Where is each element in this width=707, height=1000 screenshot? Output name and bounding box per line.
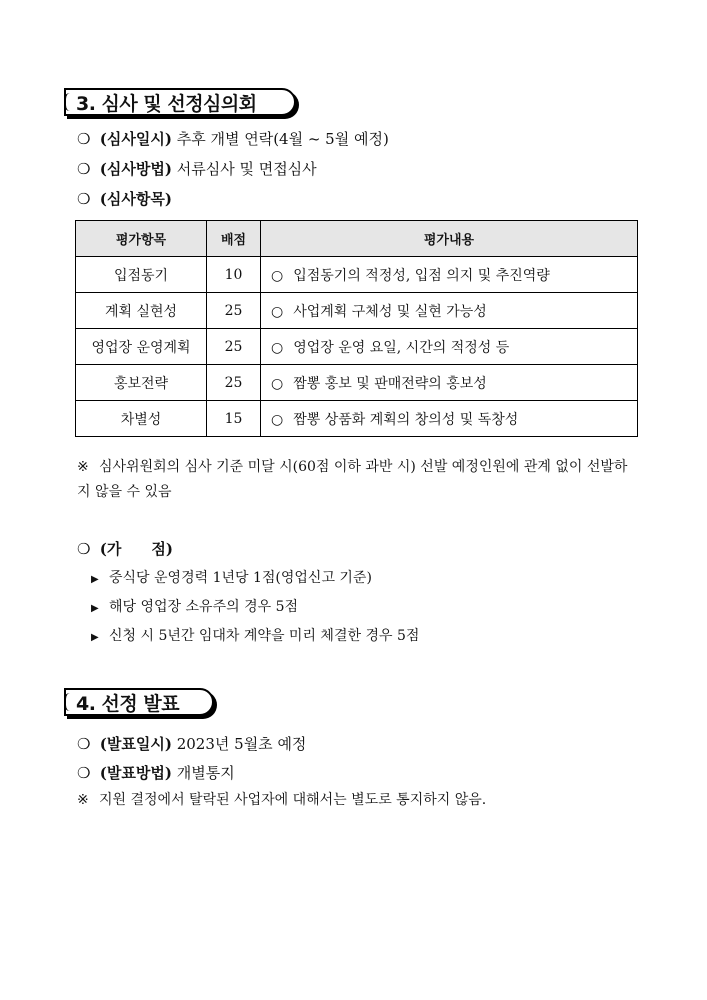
screening-note	[77, 455, 639, 505]
circle-bullet-icon: ❍	[77, 160, 91, 178]
cell-circle-icon: ○	[271, 375, 284, 392]
row-content	[261, 401, 638, 437]
row-content	[261, 293, 638, 329]
bonus-item	[91, 625, 419, 645]
table-row	[76, 401, 638, 437]
section-3-title: 3. 심사 및 선정심의회	[76, 92, 257, 115]
cell-circle-icon: ○	[271, 303, 284, 320]
row-item: 차별성	[76, 401, 207, 437]
method-line	[77, 158, 317, 179]
row-score: 15	[207, 401, 261, 437]
announce-method-value: 개별통지	[176, 764, 235, 782]
bonus-item-text: 해당 영업장 소유주의 경우 5점	[109, 599, 298, 615]
announce-method-label: (발표방법)	[99, 764, 172, 782]
note-mark: ※	[77, 459, 89, 475]
circle-bullet-icon: ❍	[77, 190, 91, 208]
row-item: 영업장 운영계획	[76, 329, 207, 365]
method-label: (심사방법)	[99, 160, 172, 178]
header-item: 평가항목	[76, 221, 207, 257]
triangle-bullet-icon: ▶	[91, 574, 99, 585]
row-content	[261, 329, 638, 365]
header-score: 배점	[207, 221, 261, 257]
screening-note-text: 심사위원회의 심사 기준 미달 시(60점 이하 과반 시) 선발 예정인원에 관계 없이 선발하지 않을 수 있음	[77, 459, 628, 500]
header-content: 평가내용	[261, 221, 638, 257]
announce-note	[77, 788, 639, 813]
items-label: (심사항목)	[99, 190, 172, 208]
table-row	[76, 257, 638, 293]
triangle-bullet-icon: ▶	[91, 603, 99, 614]
row-content-text: 입점동기의 적정성, 입점 의지 및 추진역량	[293, 267, 550, 284]
announce-date-value: 2023년 5월초 예정	[176, 735, 307, 753]
row-item: 홍보전략	[76, 365, 207, 401]
note-mark: ※	[77, 792, 89, 808]
method-value: 서류심사 및 면접심사	[176, 160, 317, 178]
cell-circle-icon: ○	[271, 411, 284, 428]
announce-method-line	[77, 762, 235, 783]
schedule-line	[77, 128, 389, 149]
circle-bullet-icon: ❍	[77, 130, 91, 148]
bonus-item	[91, 567, 372, 587]
bonus-item	[91, 596, 298, 616]
announce-date-line	[77, 733, 306, 754]
section-3-header	[64, 88, 296, 116]
bonus-label: (가 점)	[99, 540, 173, 558]
bonus-item-text: 중식당 운영경력 1년당 1점(영업신고 기준)	[109, 570, 372, 586]
table-row	[76, 365, 638, 401]
circle-bullet-icon: ❍	[77, 735, 91, 753]
triangle-bullet-icon: ▶	[91, 632, 99, 643]
row-content-text: 사업계획 구체성 및 실현 가능성	[293, 303, 487, 320]
row-content-text: 짬뽕 홍보 및 판매전략의 홍보성	[293, 375, 487, 392]
schedule-value: 추후 개별 연락(4월 ~ 5월 예정)	[176, 130, 389, 148]
evaluation-table	[75, 220, 638, 437]
row-content-text: 짬뽕 상품화 계획의 창의성 및 독창성	[293, 411, 519, 428]
bonus-item-text: 신청 시 5년간 임대차 계약을 미리 체결한 경우 5점	[109, 628, 420, 644]
row-content	[261, 365, 638, 401]
row-score: 25	[207, 365, 261, 401]
section-4-title: 4. 선정 발표	[76, 692, 180, 715]
table-row	[76, 329, 638, 365]
schedule-label: (심사일시)	[99, 130, 172, 148]
circle-bullet-icon: ❍	[77, 764, 91, 782]
row-score: 25	[207, 329, 261, 365]
table-header-row	[76, 221, 638, 257]
section-4-header	[64, 688, 214, 716]
announce-note-text: 지원 결정에서 탈락된 사업자에 대해서는 별도로 통지하지 않음.	[99, 792, 487, 808]
cell-circle-icon: ○	[271, 339, 284, 356]
cell-circle-icon: ○	[271, 267, 284, 284]
circle-bullet-icon: ❍	[77, 540, 91, 558]
row-item: 입점동기	[76, 257, 207, 293]
announce-date-label: (발표일시)	[99, 735, 172, 753]
row-content-text: 영업장 운영 요일, 시간의 적정성 등	[293, 339, 510, 356]
row-score: 25	[207, 293, 261, 329]
row-item: 계획 실현성	[76, 293, 207, 329]
items-line	[77, 188, 172, 209]
row-content	[261, 257, 638, 293]
table-row	[76, 293, 638, 329]
row-score: 10	[207, 257, 261, 293]
bonus-line	[77, 538, 173, 559]
